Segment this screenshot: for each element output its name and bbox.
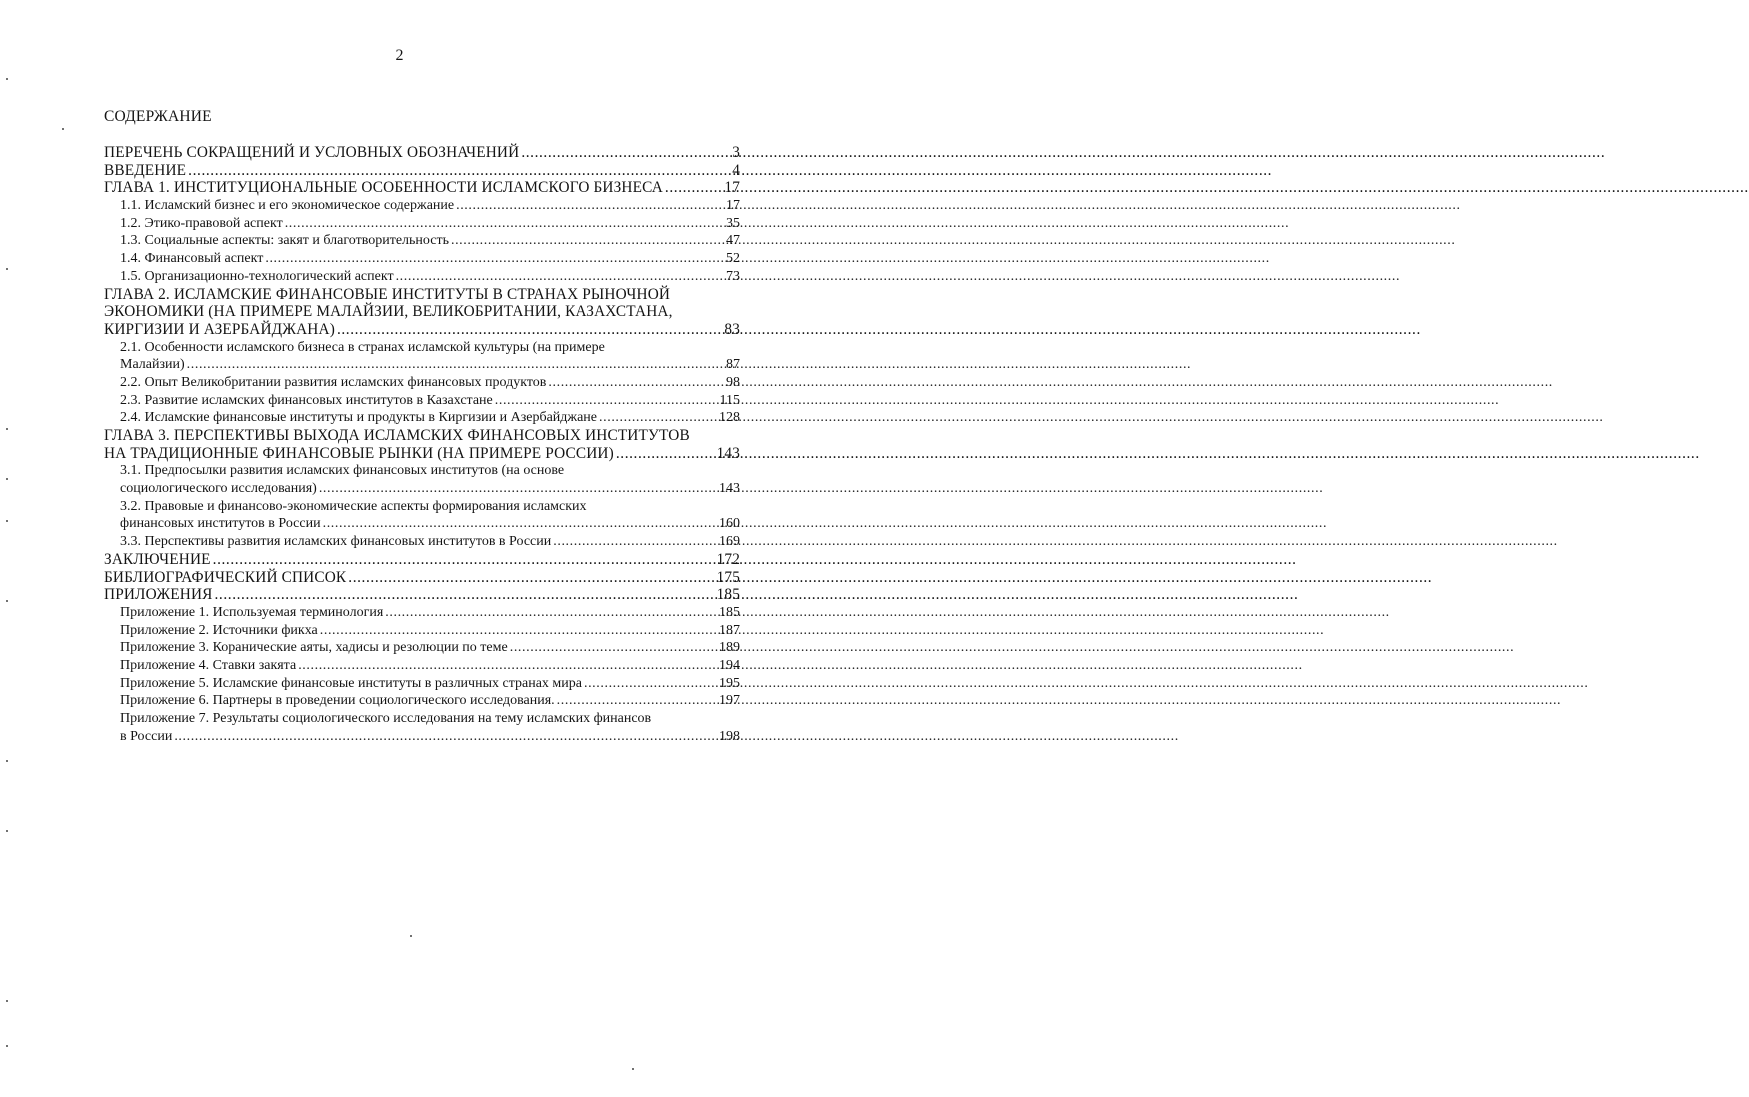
toc-entry-text: в России (120, 728, 173, 744)
dot-leader (265, 250, 724, 268)
toc-entry-text: Приложение 2. Источники фикха (120, 622, 318, 638)
dot-leader (510, 639, 717, 657)
toc-entry-page: 195 (719, 675, 740, 691)
toc-entry-text: ПРИЛОЖЕНИЯ (104, 586, 213, 604)
toc-entry-introduction (104, 162, 740, 180)
toc-entry-page: 3 (732, 144, 740, 161)
toc-entry-page: 143 (719, 481, 740, 497)
toc-entry-section-1-2 (104, 215, 740, 233)
scan-speck (6, 478, 8, 480)
dot-leader (456, 197, 724, 215)
toc-entry-page: 98 (726, 374, 740, 390)
toc-entry-appendix-3 (104, 639, 740, 657)
toc-entry-appendices (104, 586, 740, 604)
dot-leader (599, 409, 717, 427)
dot-leader (557, 692, 717, 710)
toc-entry-page: 175 (716, 568, 740, 586)
dot-leader (285, 215, 724, 233)
toc-entry-text: НА ТРАДИЦИОННЫЕ ФИНАНСОВЫЕ РЫНКИ (НА ПРИМЕРЕ РОССИИ) (104, 444, 614, 462)
toc-entry-chapter-2-end (104, 321, 740, 339)
toc-entry-section-1-1 (104, 197, 740, 215)
toc-entry-page: 194 (719, 657, 740, 673)
toc-entry-text: финансовых институтов в России (120, 516, 321, 532)
dot-leader (521, 144, 730, 162)
toc-entry-section-3-1-end (104, 480, 740, 498)
toc-entry-abbreviations (104, 144, 740, 162)
toc-entry-appendix-2 (104, 622, 740, 640)
toc-entry-bibliography (104, 569, 740, 587)
toc-entry-conclusion (104, 551, 740, 569)
toc-entry-page: 143 (716, 444, 740, 462)
toc-entry-page: 47 (726, 233, 740, 249)
dot-leader (298, 657, 717, 675)
toc-entry-text: ВВЕДЕНИЕ (104, 161, 187, 179)
toc-entry-text: 2.4. Исламские финансовые институты и продукты в Киргизии и Азербайджане (120, 410, 598, 426)
toc-entry-page: 189 (719, 640, 740, 656)
dot-leader (215, 586, 715, 604)
scan-speck (62, 128, 64, 130)
toc-entry-chapter-2 (104, 286, 740, 304)
toc-entry-page: 128 (719, 410, 740, 426)
dot-leader (616, 445, 715, 463)
toc-entry-text: ПЕРЕЧЕНЬ СОКРАЩЕНИЙ И УСЛОВНЫХ ОБОЗНАЧЕНИЙ (104, 144, 520, 161)
toc-entry-page: 115 (719, 392, 740, 408)
scan-speck (6, 760, 8, 762)
toc-entry-text: 1.5. Организационно-технологический аспект (120, 268, 394, 284)
scan-speck (6, 830, 8, 832)
toc-entry-text: ЗАКЛЮЧЕНИЕ (104, 550, 211, 568)
toc-entry-section-1-3 (104, 232, 740, 250)
toc-entry-text: ГЛАВА 3. ПЕРСПЕКТИВЫ ВЫХОДА ИСЛАМСКИХ ФИНАНСОВЫХ ИНСТИТУТОВ (104, 427, 690, 444)
dot-leader (188, 162, 730, 180)
toc-entry-section-3-1 (104, 462, 740, 480)
toc-entry-page: 52 (726, 251, 740, 267)
dot-leader (495, 392, 718, 410)
toc-entry-text: Приложение 4. Ставки закята (120, 657, 297, 673)
dot-leader (320, 622, 717, 640)
dot-leader (396, 268, 724, 286)
toc-entry-page: 83 (724, 320, 740, 338)
toc-entry-text: Приложение 3. Коранические аяты, хадисы и резолюции по теме (120, 640, 508, 656)
toc-entry-section-3-2-end (104, 515, 740, 533)
toc-entry-text: социологического исследования) (120, 481, 317, 497)
toc-entry-text: Приложение 1. Используемая терминология (120, 604, 384, 620)
toc-entry-chapter-2-cont (104, 303, 740, 321)
toc-entry-appendix-7 (104, 710, 740, 728)
dot-leader (548, 374, 724, 392)
toc-entry-text: 2.1. Особенности исламского бизнеса в странах исламской культуры (на примере (120, 339, 605, 355)
toc-entry-text: КИРГИЗИИ И АЗЕРБАЙДЖАНА) (104, 320, 335, 338)
dot-leader (584, 675, 717, 693)
toc-entry-page: 187 (719, 622, 740, 638)
toc-entry-section-1-4 (104, 250, 740, 268)
toc-entry-page: 73 (726, 268, 740, 284)
dot-leader (323, 515, 717, 533)
toc-entry-page: 185 (719, 604, 740, 620)
toc-entry-page: 17 (726, 198, 740, 214)
toc-entry-text: Приложение 7. Результаты социологического исследования на тему исламских финансов (120, 711, 652, 726)
toc-entry-page: 197 (719, 693, 740, 709)
dot-leader (553, 533, 717, 551)
toc-entry-text: 2.3. Развитие исламских финансовых институтов в Казахстане (120, 392, 493, 408)
toc-entry-appendix-1 (104, 604, 740, 622)
toc-entry-appendix-5 (104, 675, 740, 693)
toc-entry-page: 172 (716, 550, 740, 568)
toc-entry-section-2-1 (104, 339, 740, 357)
toc-entry-page: 35 (726, 215, 740, 231)
toc-entry-page: 198 (719, 728, 740, 744)
toc-entry-text: Малайзии) (120, 357, 185, 373)
toc-entry-text: ГЛАВА 2. ИСЛАМСКИЕ ФИНАНСОВЫЕ ИНСТИТУТЫ В СТРАНАХ РЫНОЧНОЙ (104, 285, 671, 303)
toc-entry-page: 185 (716, 586, 740, 604)
toc-entry-text: 1.4. Финансовый аспект (120, 251, 264, 267)
dot-leader (187, 356, 724, 374)
toc-entry-page: 160 (719, 516, 740, 532)
dot-leader (319, 480, 717, 498)
scan-speck (6, 520, 8, 522)
dot-leader (665, 179, 722, 197)
toc-entry-page: 169 (719, 534, 740, 550)
toc-entry-text: Приложение 5. Исламские финансовые институты в различных странах мира (120, 675, 582, 691)
toc-entry-section-3-2 (104, 498, 740, 516)
scan-speck (6, 428, 8, 430)
toc-entry-text: Приложение 6. Партнеры в проведении социологического исследования. (120, 693, 555, 709)
toc-entry-appendix-4 (104, 657, 740, 675)
toc-entry-page: 4 (732, 161, 740, 179)
toc-entry-chapter-3-end (104, 445, 740, 463)
toc-entry-text: ГЛАВА 1. ИНСТИТУЦИОНАЛЬНЫЕ ОСОБЕННОСТИ ИСЛАМСКОГО БИЗНЕСА (104, 179, 663, 197)
toc-entry-section-3-3 (104, 533, 740, 551)
toc-entry-text: 1.1. Исламский бизнес и его экономическое содержание (120, 198, 455, 214)
dot-leader (385, 604, 717, 622)
scan-speck (6, 600, 8, 602)
dot-leader (213, 551, 715, 569)
scan-speck (410, 935, 412, 937)
toc-entry-text: 1.2. Этико-правовой аспект (120, 215, 283, 231)
scan-speck (6, 268, 8, 270)
toc-entry-appendix-7-end (104, 728, 740, 746)
toc-entry-section-2-3 (104, 392, 740, 410)
toc-entry-page: 87 (726, 357, 740, 373)
toc-entry-appendix-6 (104, 692, 740, 710)
toc-entry-section-2-4 (104, 409, 740, 427)
dot-leader (348, 569, 714, 587)
scan-speck (632, 1068, 634, 1070)
toc-entry-chapter-3 (104, 427, 740, 445)
toc-entry-section-2-1-end (104, 356, 740, 374)
dot-leader (337, 321, 722, 339)
toc-title: СОДЕРЖАНИЕ (104, 108, 212, 125)
toc-entry-chapter-1 (104, 179, 740, 197)
toc-entry-text: 3.1. Предпосылки развития исламских финансовых институтов (на основе (120, 463, 565, 479)
toc-entry-text: 3.3. Перспективы развития исламских финансовых институтов в России (120, 534, 552, 550)
dot-leader (174, 728, 717, 746)
toc-entry-text: БИБЛИОГРАФИЧЕСКИЙ СПИСОК (104, 568, 347, 586)
dot-leader (451, 232, 724, 250)
toc-entry-section-2-2 (104, 374, 740, 392)
toc-entry-text: 2.2. Опыт Великобритании развития исламских финансовых продуктов (120, 374, 547, 390)
toc-entry-text: 3.2. Правовые и финансово-экономические аспекты формирования исламских (120, 498, 587, 514)
toc-entry-page: 17 (724, 179, 740, 197)
toc-entry-text: 1.3. Социальные аспекты: закят и благотворительность (120, 233, 449, 249)
toc-entry-text: ЭКОНОМИКИ (НА ПРИМЕРЕ МАЛАЙЗИИ, ВЕЛИКОБРИТАНИИ, КАЗАХСТАНА, (104, 303, 673, 321)
table-of-contents (104, 144, 740, 745)
scan-speck (6, 78, 8, 80)
scan-speck (6, 1045, 8, 1047)
scan-speck (6, 1000, 8, 1002)
toc-entry-section-1-5 (104, 268, 740, 286)
page-number: 2 (395, 47, 404, 64)
